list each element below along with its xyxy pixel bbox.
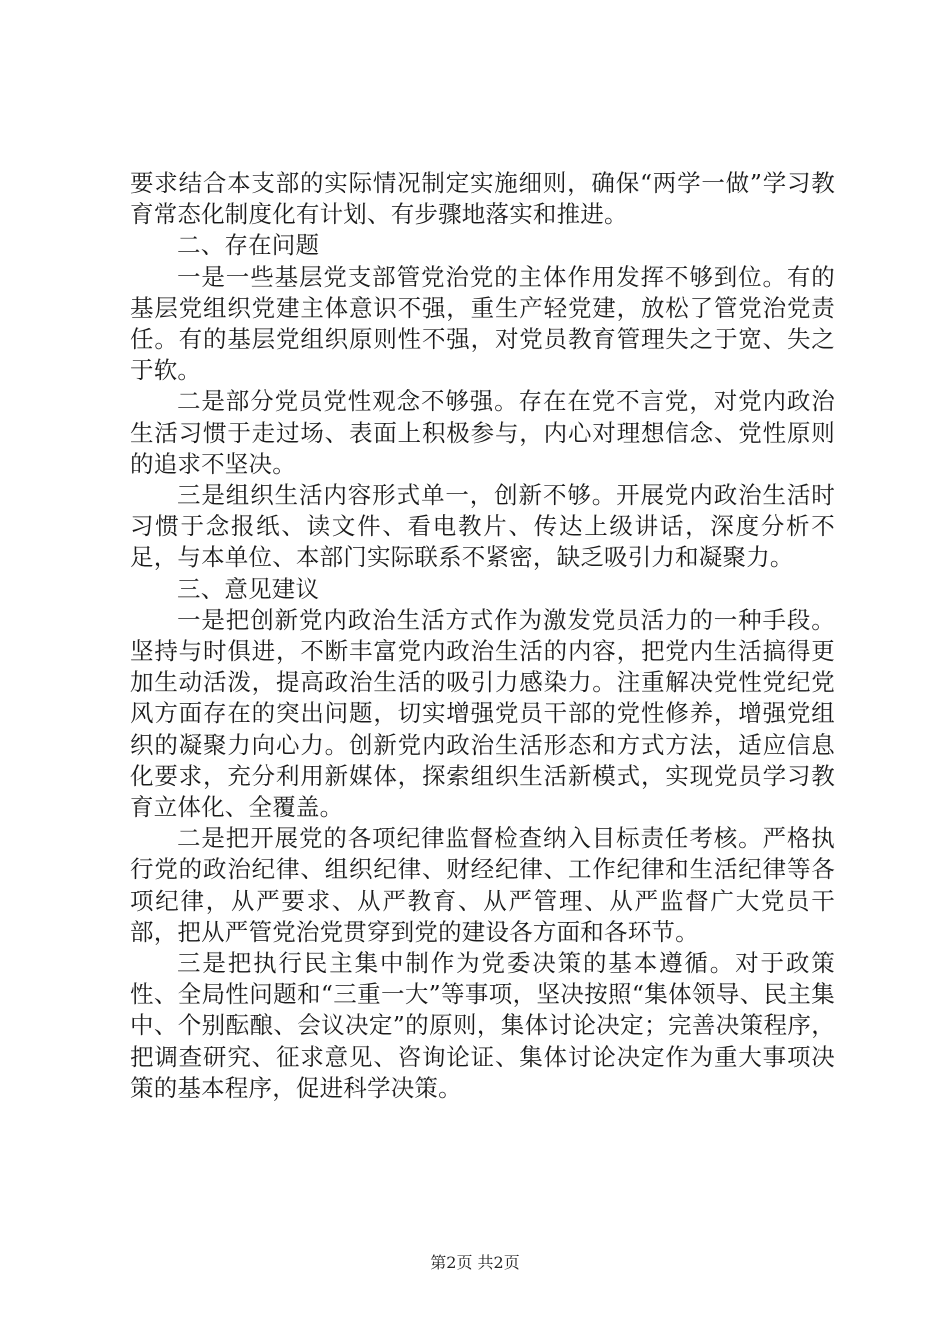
paragraph-problem-1: 一是一些基层党支部管党治党的主体作用发挥不够到位。有的基层党组织党建主体意识不强，重生产轻党建，放松了管党治党责任。有的基层党组织原则性不强，对党员教育管理失之于宽、失之于软。	[130, 262, 835, 385]
paragraph-suggestion-3: 三是把执行民主集中制作为党委决策的基本遵循。对于政策性、全局性问题和“三重一大”等事项，坚决按照“集体领导、民主集中、个别酝酿、会议决定”的原则，集体讨论决定；完善决策程序，把调查研究、征求意见、咨询论证、集体讨论决定作为重大事项决策的基本程序，促进科学决策。	[130, 949, 835, 1102]
page-footer: 第2页 共2页	[430, 1253, 520, 1272]
paragraph-1: 要求结合本支部的实际情况制定实施细则，确保“两学一做”学习教育常态化制度化有计划、有步骤地落实和推进。	[130, 169, 835, 229]
paragraph-suggestion-1: 一是把创新党内政治生活方式作为激发党员活力的一种手段。坚持与时俱进，不断丰富党内政治生活的内容，把党内生活搞得更加生动活泼，提高政治生活的吸引力感染力。注重解决党性党纪党风方面存在的突出问题，切实增强党员干部的党性修养，增强党组织的凝聚力向心力。创新党内政治生活形态和方式方法，适应信息化要求，充分利用新媒体，探索组织生活新模式，实现党员学习教育立体化、全覆盖。	[130, 605, 835, 822]
paragraph-problem-3: 三是组织生活内容形式单一，创新不够。开展党内政治生活时习惯于念报纸、读文件、看电教片、传达上级讲话，深度分析不足，与本单位、本部门实际联系不紧密，缺乏吸引力和凝聚力。	[130, 481, 835, 572]
paragraph-problem-2: 二是部分党员党性观念不够强。存在在党不言党，对党内政治生活习惯于走过场、表面上积极参与，内心对理想信念、党性原则的追求不坚决。	[130, 387, 835, 478]
paragraph-suggestion-2: 二是把开展党的各项纪律监督检查纳入目标责任考核。严格执行党的政治纪律、组织纪律、财经纪律、工作纪律和生活纪律等各项纪律，从严要求、从严教育、从严管理、从严监督广大党员干部，把从严管党治党贯穿到党的建设各方面和各环节。	[130, 824, 835, 946]
section-heading-suggestions: 三、意见建议	[177, 574, 320, 603]
section-heading-problems: 二、存在问题	[177, 231, 320, 260]
document-body	[130, 168, 835, 1104]
